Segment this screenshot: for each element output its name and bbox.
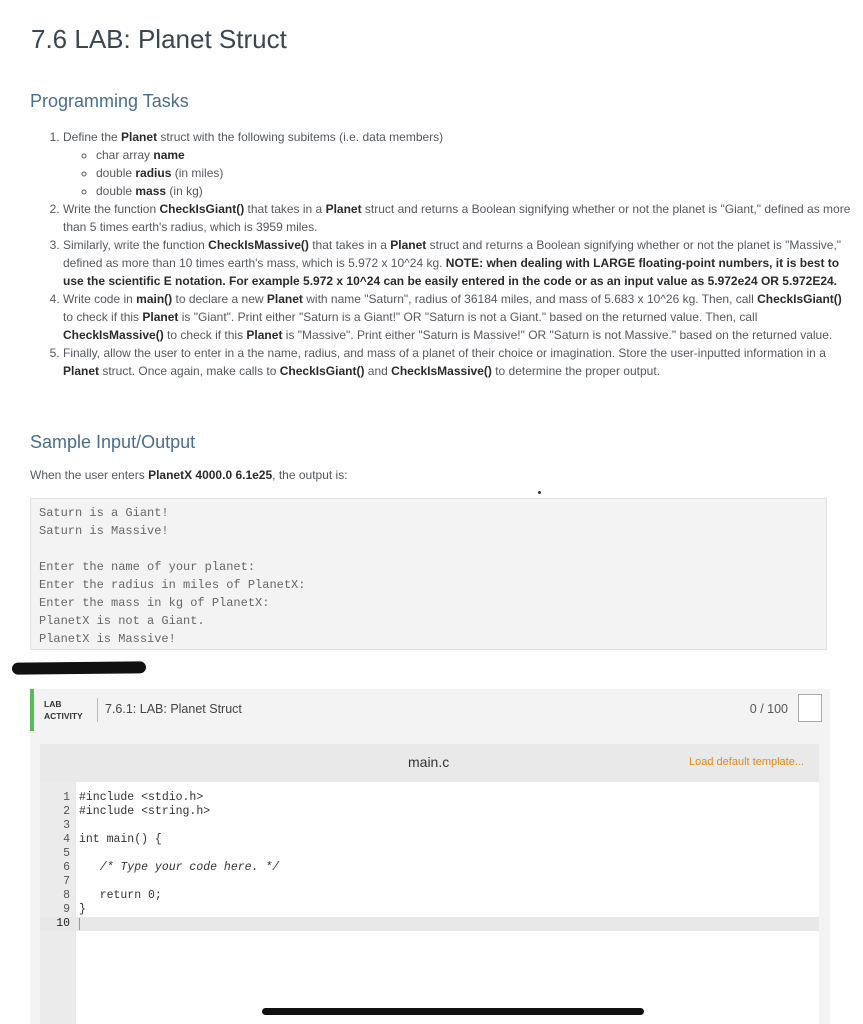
output-line xyxy=(39,540,818,558)
sample-input: PlanetX 4000.0 6.1e25 xyxy=(148,468,273,482)
sample-io-heading: Sample Input/Output xyxy=(30,432,196,452)
task-text: with name "Saturn", radius of 36184 miles, and mass of 5.683 x 10^26 kg. Then, call xyxy=(302,292,758,306)
line-number: 3 xyxy=(63,819,70,832)
redaction-mark xyxy=(12,661,146,674)
line-number: 7 xyxy=(63,875,70,888)
emphasis-text: mass xyxy=(135,184,167,198)
lab-tag-line1: LAB xyxy=(44,699,62,709)
code-line[interactable] xyxy=(40,889,819,903)
emphasis-text: Planet xyxy=(63,364,100,378)
task-text: double xyxy=(96,184,136,198)
emphasis-text: Planet xyxy=(121,130,158,144)
task-text: is "Massive". Print either "Saturn is Massive!" OR "Saturn is not Massive." based on the returned value. xyxy=(282,328,833,342)
task-item-5 xyxy=(63,344,853,380)
emphasis-text: CheckIsGiant() xyxy=(279,364,365,378)
task-text: (in kg) xyxy=(166,184,203,198)
task-text: that takes in a xyxy=(244,202,326,216)
line-number: 1 xyxy=(63,791,70,804)
task-text: Write code in xyxy=(63,292,137,306)
task-text: Define the xyxy=(63,130,122,144)
task-item-4 xyxy=(63,290,853,344)
output-line: Enter the mass in kg of PlanetX: xyxy=(39,596,270,610)
emphasis-text: CheckIsMassive() xyxy=(391,364,492,378)
subitem-list xyxy=(63,146,853,200)
task-text: is "Giant". Print either "Saturn is a Giant!" OR "Saturn is not a Giant." based on the returned value. Then, call xyxy=(178,310,758,324)
code-line[interactable] xyxy=(40,833,819,847)
subitem xyxy=(96,182,853,200)
subitem xyxy=(96,146,853,164)
emphasis-text: radius xyxy=(135,166,172,180)
task-text: Write the function xyxy=(63,202,160,216)
code-line[interactable] xyxy=(40,819,819,833)
emphasis-text: Planet xyxy=(266,292,303,306)
line-number: 5 xyxy=(63,847,70,860)
task-text: double xyxy=(96,166,136,180)
code-line[interactable] xyxy=(40,805,819,819)
task-text: Similarly, write the function xyxy=(63,238,209,252)
task-text: struct and returns a Boolean signifying whether or not the planet is "Giant," defined as more than 5 times earth's radius, which is 3959 miles. xyxy=(63,202,851,234)
output-line: Saturn is Massive! xyxy=(39,524,169,538)
emphasis-text: Planet xyxy=(142,310,179,324)
code-editor[interactable] xyxy=(40,782,819,1024)
code-line[interactable] xyxy=(40,875,819,889)
emphasis-text: name xyxy=(153,148,185,162)
task-text: char array xyxy=(96,148,154,162)
load-default-template-link[interactable]: Load default template... xyxy=(689,756,804,768)
task-text: to check if this xyxy=(163,328,247,342)
task-text: struct. Once again, make calls to xyxy=(99,364,280,378)
task-text: to determine the proper output. xyxy=(491,364,660,378)
output-line: Saturn is a Giant! xyxy=(39,506,169,520)
code-text[interactable]: #include <stdio.h> xyxy=(79,791,204,804)
editor-header xyxy=(40,744,819,782)
page-title: 7.6 LAB: Planet Struct xyxy=(31,24,287,54)
code-line[interactable] xyxy=(40,847,819,861)
file-name-tab[interactable]: main.c xyxy=(408,754,450,770)
task-text: to check if this xyxy=(63,310,143,324)
task-text: (in miles) xyxy=(171,166,224,180)
code-text[interactable]: int main() { xyxy=(79,833,162,846)
task-list xyxy=(40,128,853,380)
output-line: Enter the radius in miles of PlanetX: xyxy=(39,578,306,592)
programming-tasks-heading: Programming Tasks xyxy=(30,91,189,111)
text-cursor xyxy=(79,918,80,930)
code-text[interactable]: } xyxy=(79,903,86,916)
task-text: to declare a new xyxy=(172,292,267,306)
line-number: 6 xyxy=(63,861,70,874)
lab-score: 0 / 100 xyxy=(749,702,788,716)
code-line[interactable] xyxy=(40,791,819,805)
emphasis-text: Planet xyxy=(325,202,362,216)
emphasis-text: CheckIsGiant() xyxy=(159,202,245,216)
lab-title: 7.6.1: LAB: Planet Struct xyxy=(105,702,242,716)
sample-intro-suffix: , the output is: xyxy=(272,468,348,482)
line-number: 2 xyxy=(63,805,70,818)
lab-activity-tag xyxy=(44,698,83,722)
task-text: struct and returns a Boolean signifying whether or not the planet is "Massive," defined as more than 10 times earth's mass, which is 5.972 x 10^24 kg. xyxy=(63,238,842,270)
emphasis-text: CheckIsGiant() xyxy=(757,292,842,306)
output-line: PlanetX is Massive! xyxy=(39,632,176,646)
code-text[interactable]: #include <string.h> xyxy=(79,805,211,818)
sample-output-box xyxy=(30,498,827,650)
task-text: struct with the following subitems (i.e. data members) xyxy=(157,130,444,144)
emphasis-text: CheckIsMassive() xyxy=(63,328,164,342)
code-line[interactable] xyxy=(40,903,819,917)
subitem xyxy=(96,164,853,182)
sample-intro-prefix: When the user enters xyxy=(30,468,149,482)
output-line: Enter the name of your planet: xyxy=(39,560,256,574)
editor-container xyxy=(30,731,830,1024)
task-item-3 xyxy=(63,236,853,290)
output-line: PlanetX is not a Giant. xyxy=(39,614,205,628)
lab-tag-line2: ACTIVITY xyxy=(44,711,83,721)
code-line[interactable] xyxy=(40,861,819,875)
lab-score-box xyxy=(798,694,822,722)
emphasis-text: NOTE: when dealing with LARGE floating-point numbers, it is best to use the scientific E notation. For example 5.972 x 10^24 can be easily entered in the code or as an input value as 5.972e24 OR 5.972E24. xyxy=(63,256,840,288)
emphasis-text: Planet xyxy=(246,328,283,342)
task-text: and xyxy=(364,364,392,378)
stray-dot xyxy=(538,491,541,494)
lab-activity-header xyxy=(30,689,830,731)
code-text[interactable]: /* Type your code here. */ xyxy=(79,861,280,874)
line-number: 10 xyxy=(56,917,70,930)
line-number: 8 xyxy=(63,889,70,902)
emphasis-text: Planet xyxy=(390,238,427,252)
emphasis-text: CheckIsMassive() xyxy=(208,238,309,252)
task-item-1 xyxy=(63,128,853,200)
code-line[interactable] xyxy=(40,917,819,931)
lab-divider xyxy=(97,698,98,722)
emphasis-text: main() xyxy=(136,292,173,306)
code-text[interactable]: return 0; xyxy=(79,889,162,902)
task-text: that takes in a xyxy=(308,238,391,252)
sample-intro xyxy=(30,468,348,482)
line-number: 4 xyxy=(63,833,70,846)
code-lines[interactable] xyxy=(40,791,819,931)
home-indicator[interactable] xyxy=(262,1008,644,1015)
task-text: Finally, allow the user to enter in a the name, radius, and mass of a planet of their choice or imagination. Store the user-inputted information in a xyxy=(63,346,826,360)
task-item-2 xyxy=(63,200,853,236)
line-number: 9 xyxy=(63,903,70,916)
